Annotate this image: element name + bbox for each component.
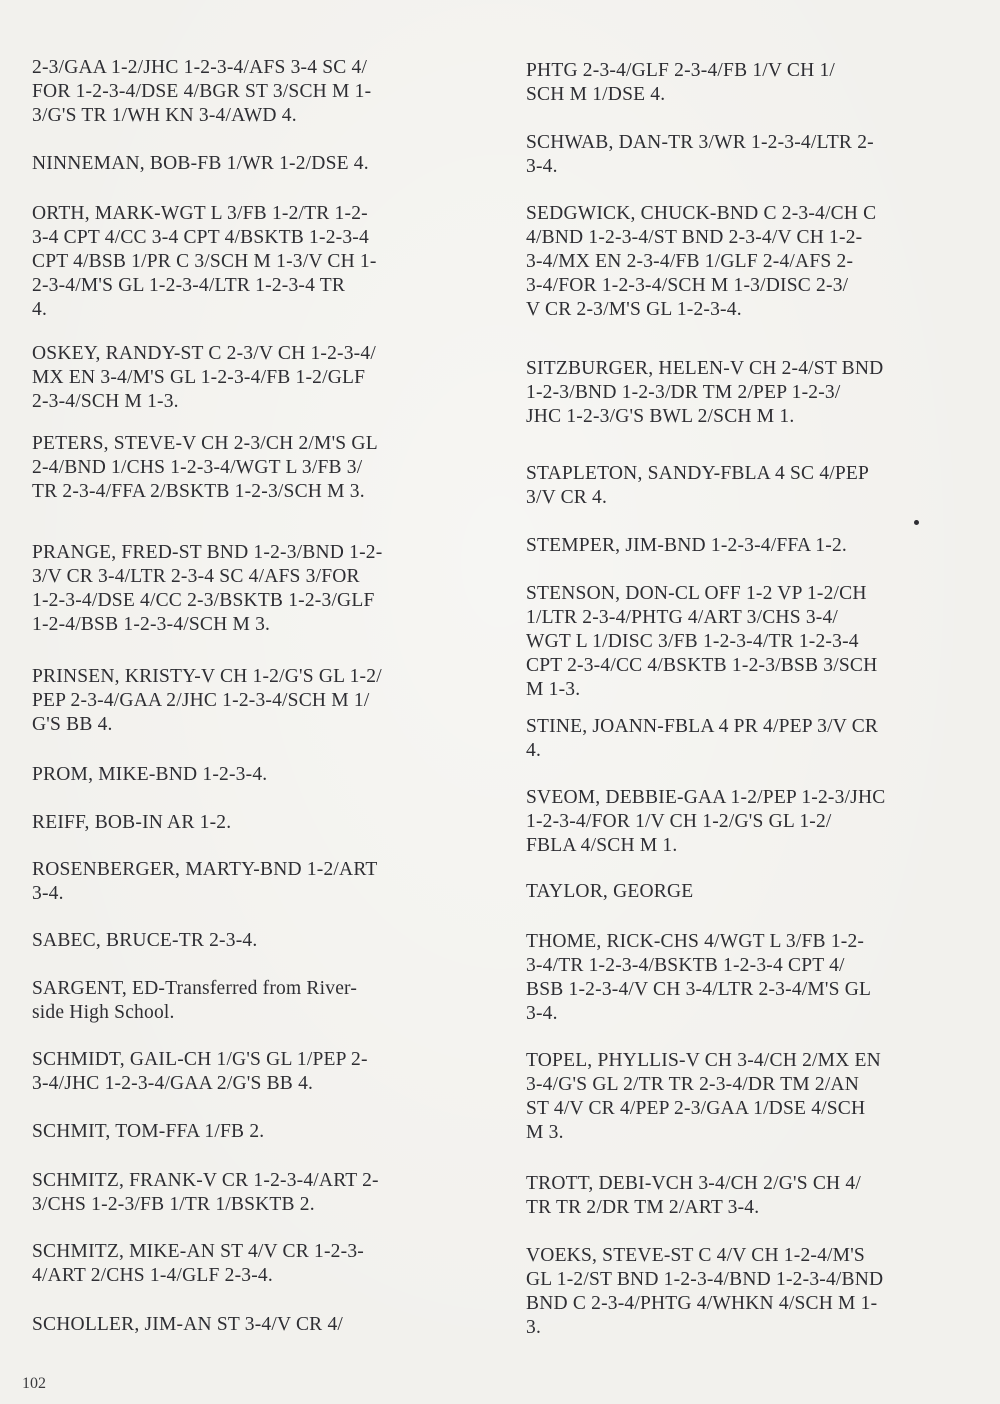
entry-sabec	[32, 929, 257, 953]
entry-line: SCH M 1/DSE 4.	[526, 84, 666, 105]
entry-sargent	[32, 977, 357, 1025]
entry-prange	[32, 541, 382, 637]
entry-taylor	[526, 880, 693, 904]
entry-line: SCHMIDT, GAIL-CH 1/G'S GL 1/PEP 2-	[32, 1049, 368, 1070]
entry-line: JHC 1-2-3/G'S BWL 2/SCH M 1.	[526, 406, 795, 427]
entry-stapleton	[526, 462, 869, 510]
entry-line: 2-3/GAA 1-2/JHC 1-2-3-4/AFS 3-4 SC 4/	[32, 57, 368, 78]
entry-schmidt	[32, 1048, 368, 1096]
entry-line: SITZBURGER, HELEN-V CH 2-4/ST BND	[526, 358, 884, 379]
entry-line: PEP 2-3-4/GAA 2/JHC 1-2-3-4/SCH M 1/	[32, 690, 370, 711]
entry-line: 3-4/TR 1-2-3-4/BSKTB 1-2-3-4 CPT 4/	[526, 955, 845, 976]
entry-orth	[32, 202, 377, 322]
entry-line: FOR 1-2-3-4/DSE 4/BGR ST 3/SCH M 1-	[32, 81, 372, 102]
entry-line: TOPEL, PHYLLIS-V CH 3-4/CH 2/MX EN	[526, 1050, 881, 1071]
entry-line: ROSENBERGER, MARTY-BND 1-2/ART	[32, 859, 378, 880]
entry-line: 3-4/JHC 1-2-3-4/GAA 2/G'S BB 4.	[32, 1073, 314, 1094]
entry-line: STAPLETON, SANDY-FBLA 4 SC 4/PEP	[526, 463, 870, 484]
entry-schmitz-frank	[32, 1169, 379, 1217]
entry-line: M 3.	[526, 1122, 564, 1143]
entry-line: THOME, RICK-CHS 4/WGT L 3/FB 1-2-	[526, 931, 865, 952]
entry-line: CPT 4/BSB 1/PR C 3/SCH M 1-3/V CH 1-	[32, 251, 377, 272]
entry-continued-top	[32, 56, 371, 128]
entry-sitzburger	[526, 357, 883, 429]
entry-line: MX EN 3-4/M'S GL 1-2-3-4/FB 1-2/GLF	[32, 367, 366, 388]
entry-line: 2-4/BND 1/CHS 1-2-3-4/WGT L 3/FB 3/	[32, 457, 363, 478]
entry-line: PRANGE, FRED-ST BND 1-2-3/BND 1-2-	[32, 542, 383, 563]
entry-line: 3-4.	[526, 1003, 558, 1024]
entry-topel	[526, 1049, 881, 1145]
entry-ninneman	[32, 152, 369, 176]
entry-line: TR 2-3-4/FFA 2/BSKTB 1-2-3/SCH M 3.	[32, 481, 365, 502]
entry-rosenberger	[32, 858, 377, 906]
entry-line: WGT L 1/DISC 3/FB 1-2-3-4/TR 1-2-3-4	[526, 631, 859, 652]
entry-line: 3/G'S TR 1/WH KN 3-4/AWD 4.	[32, 105, 297, 126]
entry-line: SVEOM, DEBBIE-GAA 1-2/PEP 1-2-3/JHC	[526, 787, 886, 808]
entry-line: 3-4/MX EN 2-3-4/FB 1/GLF 2-4/AFS 2-	[526, 251, 854, 272]
entry-line: 2-3-4/M'S GL 1-2-3-4/LTR 1-2-3-4 TR	[32, 275, 346, 296]
entry-line: ST 4/V CR 4/PEP 2-3/GAA 1/DSE 4/SCH	[526, 1098, 866, 1119]
entry-line: 3/CHS 1-2-3/FB 1/TR 1/BSKTB 2.	[32, 1194, 315, 1215]
entry-line: TR TR 2/DR TM 2/ART 3-4.	[526, 1197, 760, 1218]
entry-line: 4.	[32, 299, 48, 320]
entry-thome	[526, 930, 871, 1026]
entry-line: TAYLOR, GEORGE	[526, 881, 694, 902]
entry-line: STINE, JOANN-FBLA 4 PR 4/PEP 3/V CR	[526, 716, 879, 737]
entry-line: OSKEY, RANDY-ST C 2-3/V CH 1-2-3-4/	[32, 343, 376, 364]
entry-line: 3-4 CPT 4/CC 3-4 CPT 4/BSKTB 1-2-3-4	[32, 227, 369, 248]
entry-line: 3.	[526, 1317, 542, 1338]
entry-stine	[526, 715, 878, 763]
entry-line: SABEC, BRUCE-TR 2-3-4.	[32, 930, 258, 951]
entry-line: GL 1-2/ST BND 1-2-3-4/BND 1-2-3-4/BND	[526, 1269, 884, 1290]
ink-speck	[914, 520, 919, 525]
entry-oskey	[32, 342, 376, 414]
entry-line: 3-4.	[32, 883, 64, 904]
entry-sedgwick	[526, 202, 876, 322]
entry-schmit	[32, 1120, 264, 1144]
entry-line: SCHWAB, DAN-TR 3/WR 1-2-3-4/LTR 2-	[526, 132, 874, 153]
entry-line: REIFF, BOB-IN AR 1-2.	[32, 812, 232, 833]
entry-voeks	[526, 1244, 883, 1340]
entry-line: 4.	[526, 740, 542, 761]
entry-line: 1/LTR 2-3-4/PHTG 4/ART 3/CHS 3-4/	[526, 607, 839, 628]
entry-schwab	[526, 131, 874, 179]
entry-line: G'S BB 4.	[32, 714, 113, 735]
entry-continued-scholler	[526, 59, 835, 107]
entry-line: 4/ART 2/CHS 1-4/GLF 2-3-4.	[32, 1265, 273, 1286]
entry-line: BSB 1-2-3-4/V CH 3-4/LTR 2-3-4/M'S GL	[526, 979, 872, 1000]
entry-sveom	[526, 786, 885, 858]
entry-line: 3-4/G'S GL 2/TR TR 2-3-4/DR TM 2/AN	[526, 1074, 859, 1095]
entry-line: PHTG 2-3-4/GLF 2-3-4/FB 1/V CH 1/	[526, 60, 836, 81]
entry-line: SCHOLLER, JIM-AN ST 3-4/V CR 4/	[32, 1314, 344, 1335]
entry-line: SCHMIT, TOM-FFA 1/FB 2.	[32, 1121, 265, 1142]
entry-line: PROM, MIKE-BND 1-2-3-4.	[32, 764, 268, 785]
entry-line: 1-2-3/BND 1-2-3/DR TM 2/PEP 1-2-3/	[526, 382, 841, 403]
entry-line: 3-4/FOR 1-2-3-4/SCH M 1-3/DISC 2-3/	[526, 275, 849, 296]
entry-line: ORTH, MARK-WGT L 3/FB 1-2/TR 1-2-	[32, 203, 368, 224]
entry-line: side High School.	[32, 1002, 175, 1023]
entry-line: SCHMITZ, FRANK-V CR 1-2-3-4/ART 2-	[32, 1170, 379, 1191]
entry-prinsen	[32, 665, 382, 737]
entry-scholler	[32, 1313, 343, 1337]
entry-line: 4/BND 1-2-3-4/ST BND 2-3-4/V CH 1-2-	[526, 227, 863, 248]
entry-line: 3/V CR 4.	[526, 487, 608, 508]
entry-line: M 1-3.	[526, 679, 581, 700]
entry-line: STENSON, DON-CL OFF 1-2 VP 1-2/CH	[526, 583, 867, 604]
entry-line: V CR 2-3/M'S GL 1-2-3-4.	[526, 299, 742, 320]
entry-line: FBLA 4/SCH M 1.	[526, 835, 678, 856]
entry-line: CPT 2-3-4/CC 4/BSKTB 1-2-3/BSB 3/SCH	[526, 655, 878, 676]
entry-line: 3/V CR 3-4/LTR 2-3-4 SC 4/AFS 3/FOR	[32, 566, 360, 587]
entry-line: TROTT, DEBI-VCH 3-4/CH 2/G'S CH 4/	[526, 1173, 861, 1194]
entry-line: SARGENT, ED-Transferred from River-	[32, 978, 358, 999]
entry-stemper	[526, 534, 847, 558]
entry-line: 1-2-3-4/FOR 1/V CH 1-2/G'S GL 1-2/	[526, 811, 832, 832]
entry-line: 2-3-4/SCH M 1-3.	[32, 391, 179, 412]
entry-line: BND C 2-3-4/PHTG 4/WHKN 4/SCH M 1-	[526, 1293, 878, 1314]
entry-line: SCHMITZ, MIKE-AN ST 4/V CR 1-2-3-	[32, 1241, 364, 1262]
entry-line: VOEKS, STEVE-ST C 4/V CH 1-2-4/M'S	[526, 1245, 865, 1266]
entry-stenson	[526, 582, 877, 702]
entry-line: PRINSEN, KRISTY-V CH 1-2/G'S GL 1-2/	[32, 666, 382, 687]
page-number: 102	[22, 1375, 46, 1392]
entry-line: 1-2-3-4/DSE 4/CC 2-3/BSKTB 1-2-3/GLF	[32, 590, 375, 611]
entry-peters	[32, 432, 378, 504]
entry-prom	[32, 763, 267, 787]
entry-reiff	[32, 811, 231, 835]
entry-line: PETERS, STEVE-V CH 2-3/CH 2/M'S GL	[32, 433, 378, 454]
entry-line: SEDGWICK, CHUCK-BND C 2-3-4/CH C	[526, 203, 877, 224]
entry-line: 3-4.	[526, 156, 558, 177]
entry-line: STEMPER, JIM-BND 1-2-3-4/FFA 1-2.	[526, 535, 847, 556]
entry-trott	[526, 1172, 861, 1220]
entry-line: NINNEMAN, BOB-FB 1/WR 1-2/DSE 4.	[32, 153, 369, 174]
entry-line: 1-2-4/BSB 1-2-3-4/SCH M 3.	[32, 614, 271, 635]
entry-schmitz-mike	[32, 1240, 364, 1288]
